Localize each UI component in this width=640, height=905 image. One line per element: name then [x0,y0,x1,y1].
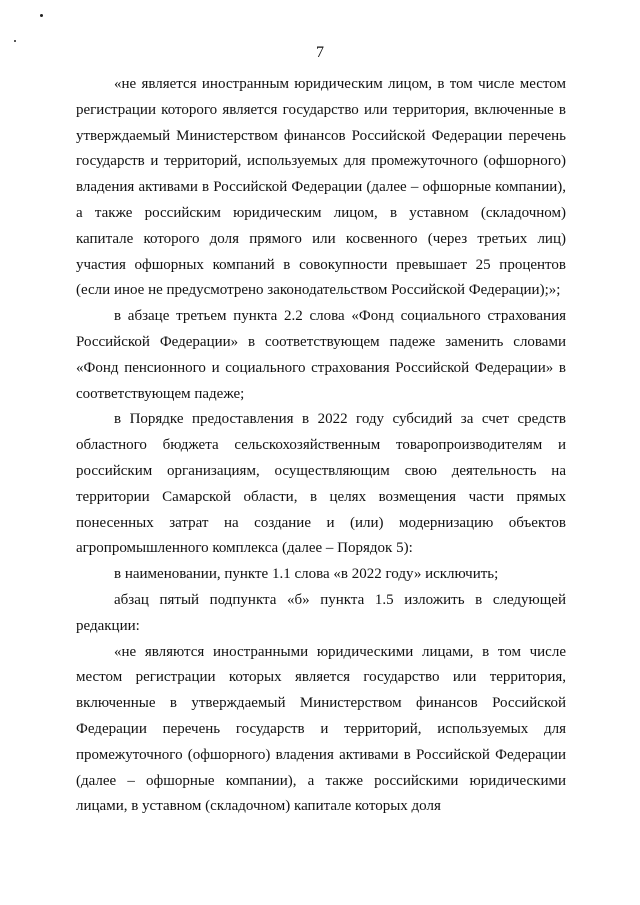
paragraph: «не являются иностранными юридическими лицами, в том числе местом регистрации которых является государство или территория, включенные в утверждаемый Министерством финансов Российской Федерации перечень государств и территорий, используемых для промежуточного (офшорного) владения активами в Российской Федерации (далее – офшорные компании), а также российскими юридическими лицами, в уставном (складочном) капитале которых доля [76,643,566,815]
paragraph: в Порядке предоставления в 2022 году субсидий за счет средств областного бюджета сельскохозяйственным товаропроизводителям и российским организациям, осуществляющим свою деятельность на территории Самарской области, в целях возмещения части прямых понесенных затрат на создание и (или) модернизацию объектов агропромышленного комплекса (далее – Порядок 5): [76,411,566,557]
paragraph: в абзаце третьем пункта 2.2 слова «Фонд социального страхования Российской Федерации» в соответствующем падеже заменить словами «Фонд пенсионного и социального страхования Российской Федерации» в соответствующем падеже; [76,308,566,402]
scan-speck [14,40,16,42]
scan-speck [40,14,43,17]
paragraph: в наименовании, пункте 1.1 слова «в 2022 году» исключить; [114,566,499,583]
paragraph: «не является иностранным юридическим лицом, в том числе местом регистрации которого является государство или территория, включенные в утверждаемый Министерством финансов Российской Федерации перечень государств и территорий, используемых для промежуточного (офшорного) владения активами в Российской Федерации (далее – офшорные компании), а также российским юридическим лицом, в уставном (складочном) капитале которого доля прямого или косвенного (через третьих лиц) участия офшорных компаний в совокупности превышает 25 процентов (если иное не предусмотрено законодательством Российской Федерации);»; [76,76,566,299]
page-number: 7 [316,44,324,61]
paragraph: абзац пятый подпункта «б» пункта 1.5 изложить в следующей редакции: [76,591,566,634]
document-body [76,72,566,820]
